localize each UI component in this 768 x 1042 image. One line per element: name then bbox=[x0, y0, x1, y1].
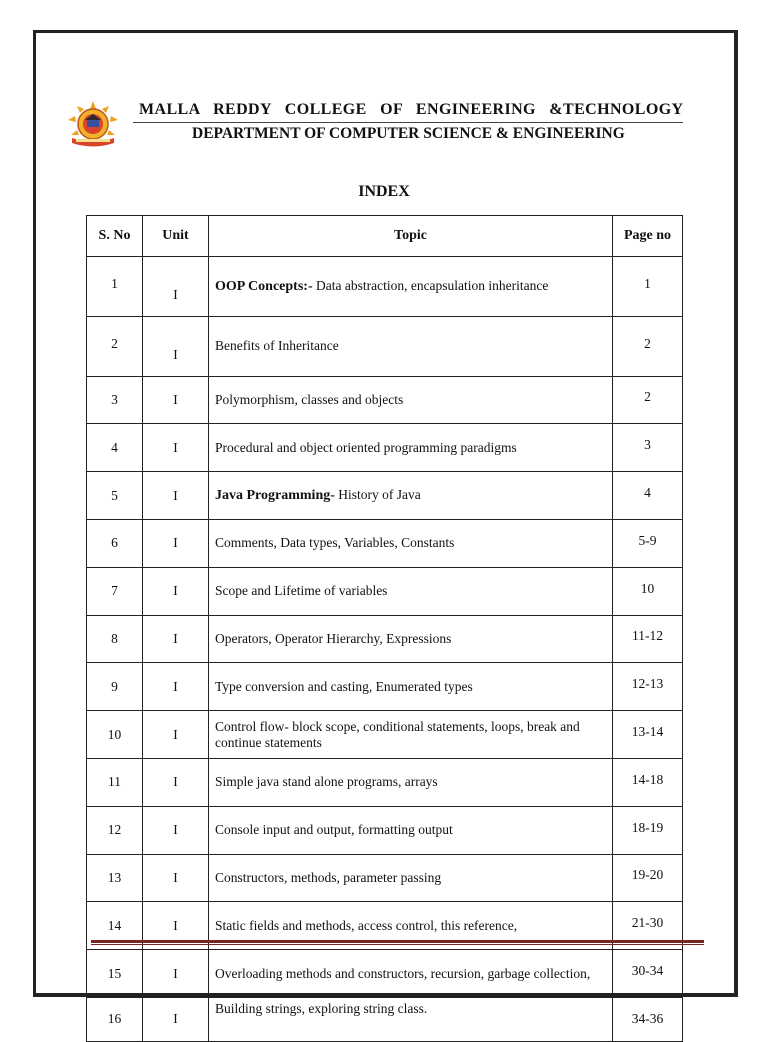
row-page: 10 bbox=[613, 567, 683, 615]
row-page: 1 bbox=[613, 257, 683, 317]
table-row bbox=[87, 472, 683, 520]
table-row bbox=[87, 257, 683, 317]
topic-text: Simple java stand alone programs, arrays bbox=[215, 774, 438, 790]
table-row bbox=[87, 615, 683, 663]
row-unit: I bbox=[143, 257, 209, 317]
row-unit: I bbox=[143, 663, 209, 711]
row-sno: 9 bbox=[87, 663, 143, 711]
row-unit: I bbox=[143, 472, 209, 520]
row-page: 21-30 bbox=[613, 902, 683, 950]
row-page: 3 bbox=[613, 424, 683, 472]
table-row bbox=[87, 758, 683, 806]
row-unit: I bbox=[143, 997, 209, 1041]
header-divider bbox=[133, 122, 683, 123]
table-row bbox=[87, 316, 683, 376]
row-unit: I bbox=[143, 854, 209, 902]
table-row bbox=[87, 567, 683, 615]
footer-rule bbox=[91, 940, 704, 943]
row-topic bbox=[209, 424, 613, 472]
index-title: INDEX bbox=[358, 183, 410, 200]
topic-text: Type conversion and casting, Enumerated types bbox=[215, 678, 473, 694]
header-unit: Unit bbox=[143, 216, 209, 257]
row-unit: I bbox=[143, 902, 209, 950]
row-unit: I bbox=[143, 950, 209, 998]
row-sno: 12 bbox=[87, 806, 143, 854]
table-row bbox=[87, 854, 683, 902]
topic-text: History of Java bbox=[334, 487, 421, 503]
row-page: 5-9 bbox=[613, 519, 683, 567]
row-topic bbox=[209, 663, 613, 711]
row-page: 4 bbox=[613, 472, 683, 520]
topic-section-heading: Java Programming- bbox=[215, 488, 335, 504]
table-row bbox=[87, 424, 683, 472]
row-unit: I bbox=[143, 424, 209, 472]
row-sno: 4 bbox=[87, 424, 143, 472]
college-name: MALLA REDDY COLLEGE OF ENGINEERING &TECHNOLOGY bbox=[139, 101, 684, 118]
row-sno: 8 bbox=[87, 615, 143, 663]
header-page: Page no bbox=[613, 216, 683, 257]
header-topic: Topic bbox=[209, 216, 613, 257]
row-unit: I bbox=[143, 376, 209, 424]
table-row bbox=[87, 997, 683, 1041]
topic-text: Polymorphism, classes and objects bbox=[215, 391, 404, 407]
row-unit: I bbox=[143, 316, 209, 376]
row-topic bbox=[209, 519, 613, 567]
row-topic bbox=[209, 567, 613, 615]
row-sno: 2 bbox=[87, 316, 143, 376]
row-unit: I bbox=[143, 519, 209, 567]
row-page: 13-14 bbox=[613, 711, 683, 759]
table-header-row bbox=[87, 216, 683, 257]
row-topic bbox=[209, 854, 613, 902]
row-page: 34-36 bbox=[613, 997, 683, 1041]
row-topic bbox=[209, 758, 613, 806]
table-row bbox=[87, 376, 683, 424]
header-sno: S. No bbox=[87, 216, 143, 257]
row-topic bbox=[209, 950, 613, 998]
row-topic bbox=[209, 615, 613, 663]
row-topic bbox=[209, 376, 613, 424]
row-sno: 7 bbox=[87, 567, 143, 615]
row-sno: 10 bbox=[87, 711, 143, 759]
row-page: 18-19 bbox=[613, 806, 683, 854]
index-table bbox=[86, 215, 683, 1042]
row-topic bbox=[209, 316, 613, 376]
table-row bbox=[87, 806, 683, 854]
topic-text: Building strings, exploring string class. bbox=[215, 1000, 428, 1016]
topic-text: Scope and Lifetime of variables bbox=[215, 583, 388, 599]
row-page: 2 bbox=[613, 316, 683, 376]
topic-text: Constructors, methods, parameter passing bbox=[215, 869, 442, 885]
topic-text: Operators, Operator Hierarchy, Expressions bbox=[215, 630, 452, 646]
topic-text: Overloading methods and constructors, recursion, garbage collection, bbox=[215, 965, 591, 981]
row-unit: I bbox=[143, 615, 209, 663]
index-table-body bbox=[87, 257, 683, 1042]
row-sno: 15 bbox=[87, 950, 143, 998]
footer-rule-thin bbox=[91, 944, 704, 945]
topic-section-heading: OOP Concepts:- bbox=[215, 278, 313, 294]
topic-text: Data abstraction, encapsulation inheritance bbox=[312, 277, 549, 293]
row-sno: 11 bbox=[87, 758, 143, 806]
row-sno: 14 bbox=[87, 902, 143, 950]
table-row bbox=[87, 519, 683, 567]
row-page: 12-13 bbox=[613, 663, 683, 711]
topic-text: Console input and output, formatting output bbox=[215, 822, 453, 838]
row-topic bbox=[209, 806, 613, 854]
topic-text: Benefits of Inheritance bbox=[215, 338, 339, 354]
row-sno: 6 bbox=[87, 519, 143, 567]
row-unit: I bbox=[143, 806, 209, 854]
row-sno: 16 bbox=[87, 997, 143, 1041]
row-unit: I bbox=[143, 711, 209, 759]
topic-text: Static fields and methods, access control, this reference, bbox=[215, 917, 518, 933]
row-sno: 5 bbox=[87, 472, 143, 520]
row-page: 2 bbox=[613, 376, 683, 424]
row-page: 19-20 bbox=[613, 854, 683, 902]
row-unit: I bbox=[143, 758, 209, 806]
topic-text: Control flow- block scope, conditional statements, loops, break and continue statements bbox=[215, 718, 584, 750]
department-name: DEPARTMENT OF COMPUTER SCIENCE & ENGINEERING bbox=[192, 125, 625, 142]
row-topic bbox=[209, 257, 613, 317]
row-topic bbox=[209, 711, 613, 759]
college-emblem-icon bbox=[62, 100, 124, 150]
table-row bbox=[87, 663, 683, 711]
row-topic bbox=[209, 472, 613, 520]
table-row bbox=[87, 950, 683, 998]
topic-text: Comments, Data types, Variables, Constants bbox=[215, 535, 455, 551]
table-row bbox=[87, 711, 683, 759]
row-unit: I bbox=[143, 567, 209, 615]
row-topic bbox=[209, 997, 613, 1041]
row-page: 30-34 bbox=[613, 950, 683, 998]
topic-text: Procedural and object oriented programming paradigms bbox=[215, 439, 517, 455]
row-sno: 3 bbox=[87, 376, 143, 424]
row-page: 11-12 bbox=[613, 615, 683, 663]
row-sno: 1 bbox=[87, 257, 143, 317]
row-page: 14-18 bbox=[613, 758, 683, 806]
row-sno: 13 bbox=[87, 854, 143, 902]
